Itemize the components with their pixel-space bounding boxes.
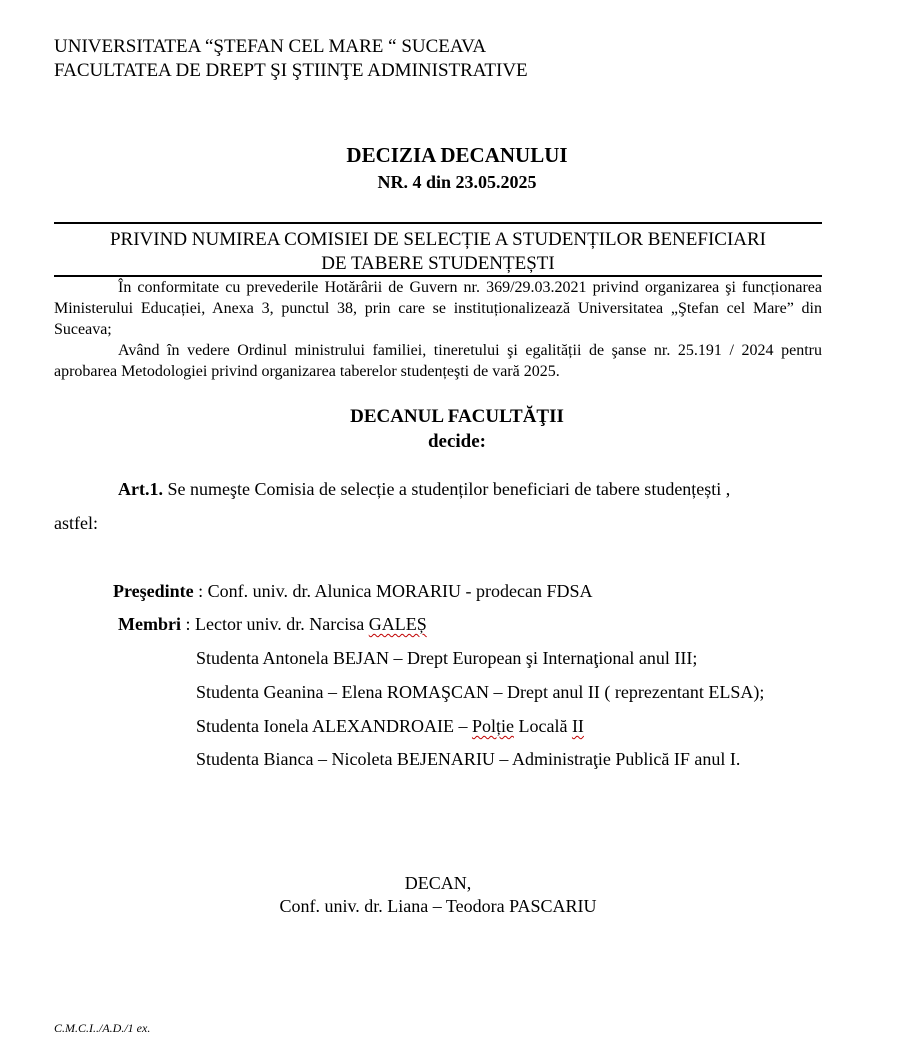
signature-name: Conf. univ. dr. Liana – Teodora PASCARIU [279, 896, 597, 916]
decide-heading: decide: [427, 431, 487, 452]
member-5: Studenta Bianca – Nicoleta BEJENARIU – Administraţie Publică IF anul I. [196, 749, 741, 769]
article-1-label: Art.1. [118, 479, 163, 499]
member-2: Studenta Antonela BEJAN – Drept European şi Internaţional anul III; [196, 648, 698, 668]
members-line [118, 614, 427, 635]
member-4-misspelled-word: Polție [471, 716, 514, 736]
university-name: UNIVERSITATEA “ŞTEFAN CEL MARE “ SUCEAVA [54, 36, 487, 57]
president-label: Preşedinte [113, 581, 194, 601]
president-text: : Conf. univ. dr. Alunica MORARIU - prodecan FDSA [193, 581, 593, 601]
preamble-paragraph-1: În conformitate cu prevederile Hotărârii de Guvern nr. 369/29.03.2021 privind organizarea şi funcționarea Ministerului Educației, Anexa 3, punctul 38, prin care se instituționalizează Universitatea „Ştefan cel Mare” din Suceava; [54, 279, 822, 338]
document-code: C.M.C.I../A.D./1 ex. [54, 1021, 151, 1035]
dean-heading: DECANUL FACULTĂŢII [350, 406, 564, 427]
member-1-prefix: : Lector univ. dr. Narcisa [180, 614, 369, 634]
preamble-paragraph-2: Având în vedere Ordinul ministrului familiei, tineretului şi egalității de şanse nr. 25.191 / 2024 pentru aprobarea Metodologiei privind organizarea taberelor studențeşti de vară 2025. [54, 342, 822, 380]
member-4-middle: Locală [513, 716, 572, 736]
decision-number: NR. 4 din 23.05.2025 [377, 172, 537, 192]
decision-title: DECIZIA DECANULUI [346, 143, 568, 167]
top-rule [54, 222, 822, 224]
president-line [113, 581, 592, 602]
article-1 [118, 479, 822, 500]
subject-line-2: DE TABERE STUDENȚEȘTI [321, 253, 555, 274]
article-1-continuation: astfel: [54, 513, 98, 533]
member-1-surname: GALEȘ [368, 614, 427, 634]
member-4 [196, 716, 584, 737]
member-4-year: II [571, 716, 584, 736]
signature-title: DECAN, [404, 873, 472, 893]
article-1-text: Se numeşte Comisia de selecție a studenților beneficiari de tabere studențești , [162, 479, 731, 499]
member-4-prefix: Studenta Ionela ALEXANDROAIE – [196, 716, 472, 736]
member-3: Studenta Geanina – Elena ROMAŞCAN – Drept anul II ( reprezentant ELSA); [196, 682, 765, 702]
members-label: Membri [118, 614, 181, 634]
subject-line-1: PRIVIND NUMIREA COMISIEI DE SELECȚIE A STUDENȚILOR BENEFICIARI [109, 229, 766, 250]
faculty-name: FACULTATEA DE DREPT ŞI ŞTIINŢE ADMINISTRATIVE [54, 60, 528, 81]
